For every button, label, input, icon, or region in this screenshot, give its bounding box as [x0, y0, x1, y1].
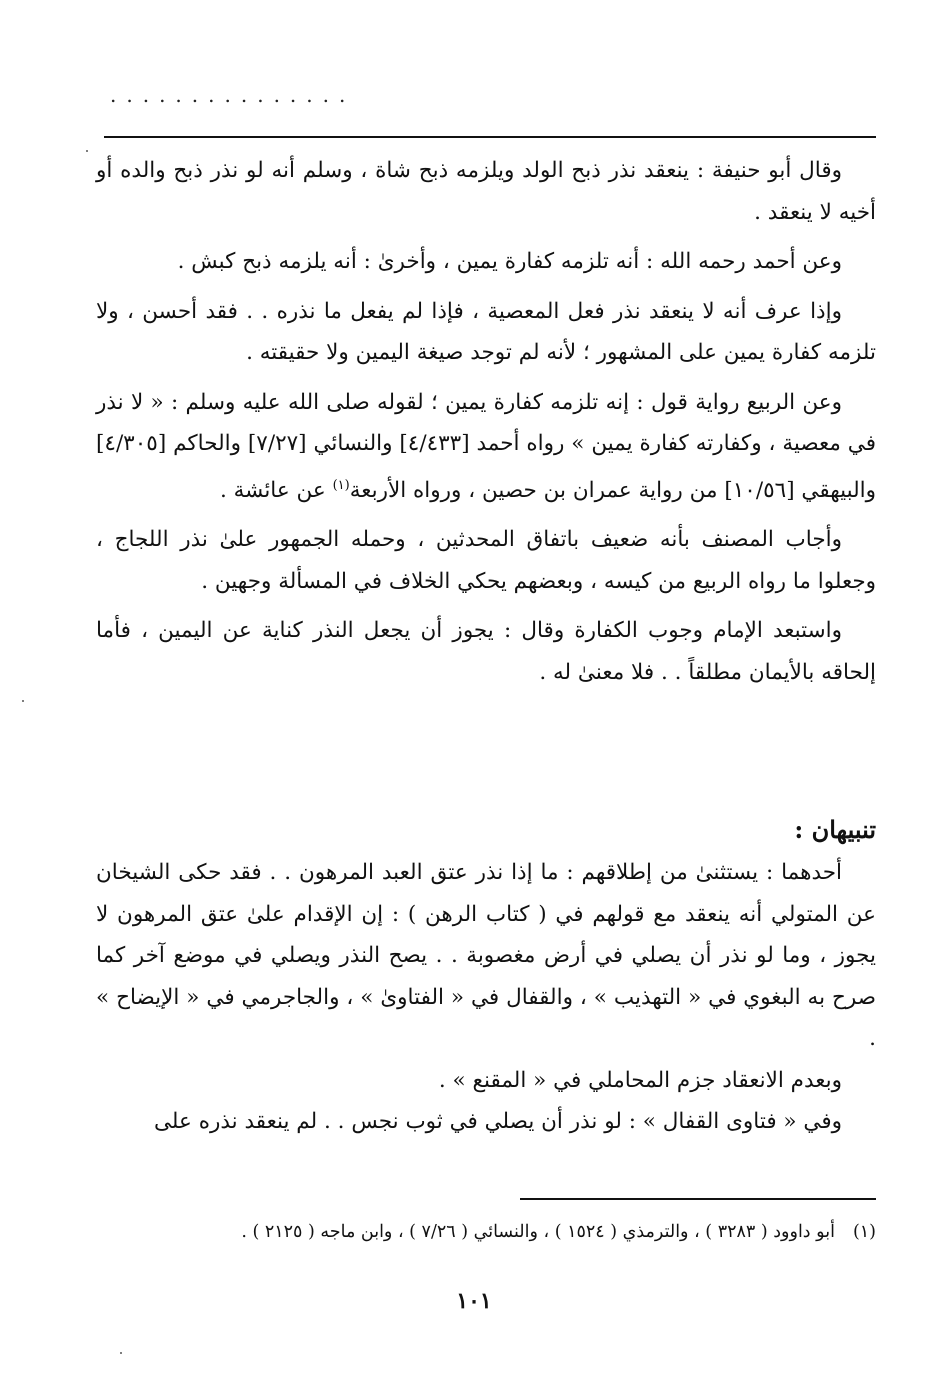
scan-speck — [22, 700, 24, 702]
paragraph-imam: واستبعد الإمام وجوب الكفارة وقال : يجوز أن يجعل النذر كناية عن اليمين ، فأما إلحاقه بالأيمان مطلقاً . . فلا معنىٰ له . — [96, 618, 876, 685]
footnote-number: (١) — [852, 1222, 876, 1242]
footnote-text: أبو داوود ( ٣٢٨٣ ) ، والترمذي ( ١٥٢٤ ) ، والنسائي ( ٧/٢٦ ) ، وابن ماجه ( ٢١٢٥ ) . — [241, 1222, 835, 1242]
paragraph-maasiya: وإذا عرف أنه لا ينعقد نذر فعل المعصية ، فإذا لم يفعل ما نذره . . فقد أحسن ، ولا تلزمه كفارة يمين على المشهور ؛ لأنه لم توجد صيغة اليمين ولا حقيقته . — [96, 298, 876, 365]
scan-speck — [120, 1352, 122, 1354]
paragraph-first-note: أحدهما : يستثنىٰ من إطلاقهم : ما إذا نذر عتق العبد المرهون . . فقد حكى الشيخان عن المتولي أنه ينعقد مع قولهم في ( كتاب الرهن ) : إن الإقدام علىٰ عتق المرهون لا يجوز ، وما لو نذر أن يصلي في أرض مغصوبة . . يصح النذر ويصلي في موضع آخر كما صرح به البغوي في « التهذيب » ، والقفال في « الفتاوىٰ » ، والجاجرمي في « الإيضاح » . — [96, 860, 876, 1051]
paragraph-muqni: وبعدم الانعقاد جزم المحاملي في « المقنع » . — [438, 1067, 842, 1093]
header-dotted-line: ............... — [110, 86, 356, 104]
hadith-text: وعن الربيع رواية قول : إنه تلزمه كفارة يمين ؛ لقوله صلى الله عليه وسلم : « لا نذر في معصية ، وكفارته كفارة يمين » رواه أحمد [٤/٤٣٣] والنسائي [٧/٢٧] والحاكم [٤/٣٠٥] والبيهقي [١٠/٥٦] من رواية عمران بن حصين ، ورواه الأربعة — [96, 389, 877, 503]
notes-text — [96, 852, 876, 1143]
page-number: ١٠١ — [456, 1288, 492, 1314]
main-text — [96, 150, 876, 693]
paragraph-qaffal: وفي « فتاوى القفال » : لو نذر أن يصلي في ثوب نجس . . لم ينعقد نذره على — [154, 1109, 842, 1134]
footnote — [96, 1214, 876, 1250]
paragraph-rabi — [96, 382, 876, 512]
paragraph-ahmad: وعن أحمد رحمه الله : أنه تلزمه كفارة يمين ، وأخرىٰ : أنه يلزمه ذبح كبش . — [177, 249, 842, 274]
section-heading: تنبيهان : — [794, 815, 876, 844]
header-rule — [104, 136, 876, 138]
footnote-reference: (١) — [332, 477, 350, 493]
scan-speck — [86, 150, 88, 152]
paragraph-abu-hanifa: وقال أبو حنيفة : ينعقد نذر ذبح الولد ويلزمه ذبح شاة ، وسلم أنه لو نذر ذبح والده أو أخيه لا ينعقد . — [96, 158, 876, 225]
paragraph-musannif: وأجاب المصنف بأنه ضعيف باتفاق المحدثين ، وحمله الجمهور علىٰ نذر اللجاج ، وجعلوا ما رواه الربيع من كيسه ، وبعضهم يحكي الخلاف في المسألة وجهين . — [96, 527, 876, 594]
footnote-rule — [520, 1198, 876, 1200]
hadith-tail: عن عائشة . — [219, 477, 333, 503]
